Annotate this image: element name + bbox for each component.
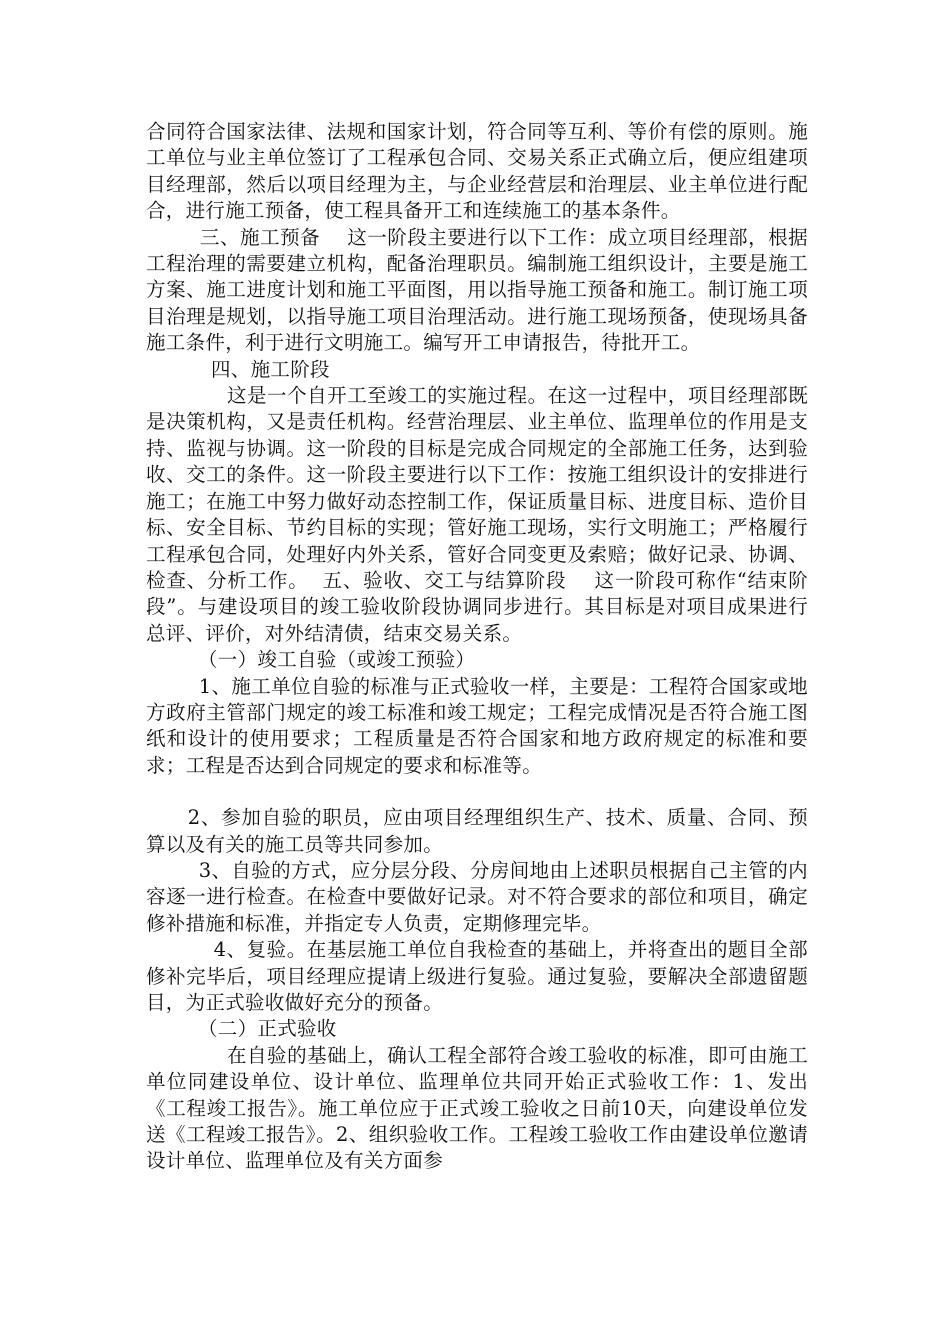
heading-self-inspection: （一）竣工自验（或竣工预验） xyxy=(146,648,476,672)
paragraph-formal-acceptance: 在自验的基础上，确认工程全部符合竣工验收的标准，即可由施工单位同建设单位、设计单位、监理单位共同开始正式验收工作：1、发出《工程竣工报告》。施工单位应于正式竣工验收之日前10天，向建设单位发送《工程竣工报告》。2、组织验收工作。工程竣工验收工作由建设单位邀请设计单位、监理单位及有关方面参 xyxy=(146,1043,809,1173)
heading-formal-acceptance: （二）正式验收 xyxy=(146,1017,337,1041)
paragraph-self-inspection-method: 3、自验的方式，应分层分段、分房间地由上述职员根据自己主管的内容逐一进行检查。在检查中要做好记录。对不符合要求的部位和项目，确定修补措施和标准，并指定专人负责，定期修理完毕。 xyxy=(146,858,808,935)
document-page xyxy=(146,119,808,1175)
paragraph-contract-principle: 合同符合国家法律、法规和国家计划，符合同等互利、等价有偿的原则。施工单位与业主单位签订了工程承包合同、交易关系正式确立后，便应组建项目经理部，然后以项目经理为主，与企业经营层和治理层、业主单位进行配合，进行施工预备，使工程具备开工和连续施工的基本条件。 xyxy=(146,120,808,223)
paragraph-self-inspection-personnel: 2、参加自验的职员，应由项目经理组织生产、技术、质量、合同、预算以及有关的施工员等共同参加。 xyxy=(146,806,808,856)
paragraph-construction-phase: 这是一个自开工至竣工的实施过程。在这一过程中，项目经理部既是决策机构，又是责任机构。经营治理层、业主单位、监理单位的作用是支持、监视与协调。这一阶段的目标是完成合同规定的全部施工任务，达到验收、交工的条件。这一阶段主要进行以下工作：按施工组织设计的安排进行施工；在施工中努力做好动态控制工作，保证质量目标、进度目标、造价目标、安全目标、节约目标的实现；管好施工现场，实行文明施工；严格履行工程承包合同，处理好内外关系，管好合同变更及索赔；做好记录、协调、检查、分析工作。 五、验收、交工与结算阶段 这一阶段可称作“结束阶段”。与建设项目的竣工验收阶段协调同步进行。其目标是对项目成果进行总评、评价，对外结清债，结束交易关系。 xyxy=(146,384,809,645)
paragraph-construction-preparation: 三、施工预备 这一阶段主要进行以下工作：成立项目经理部，根据工程治理的需要建立机构，配备治理职员。编制施工组织设计，主要是施工方案、施工进度计划和施工平面图，用以指导施工预备和施工。制订施工项目治理是规划，以指导施工项目治理活动。进行施工现场预备，使现场具备施工条件，利于进行文明施工。编写开工申请报告，待批开工。 xyxy=(146,225,808,355)
blank-line xyxy=(146,779,808,805)
heading-construction-phase: 四、施工阶段 xyxy=(146,357,330,381)
paragraph-re-inspection: 4、复验。在基层施工单位自我检查的基础上，并将查出的题目全部修补完毕后，项目经理应提请上级进行复验。通过复验，要解决全部遗留题目，为正式验收做好充分的预备。 xyxy=(146,938,808,1014)
paragraph-self-inspection-standard: 1、施工单位自验的标准与正式验收一样，主要是：工程符合国家或地方政府主管部门规定的竣工标准和竣工规定；工程完成情况是否符合施工图纸和设计的使用要求；工程质量是否符合国家和地方政府规定的标准和要求；工程是否达到合同规定的要求和标准等。 xyxy=(146,674,808,777)
